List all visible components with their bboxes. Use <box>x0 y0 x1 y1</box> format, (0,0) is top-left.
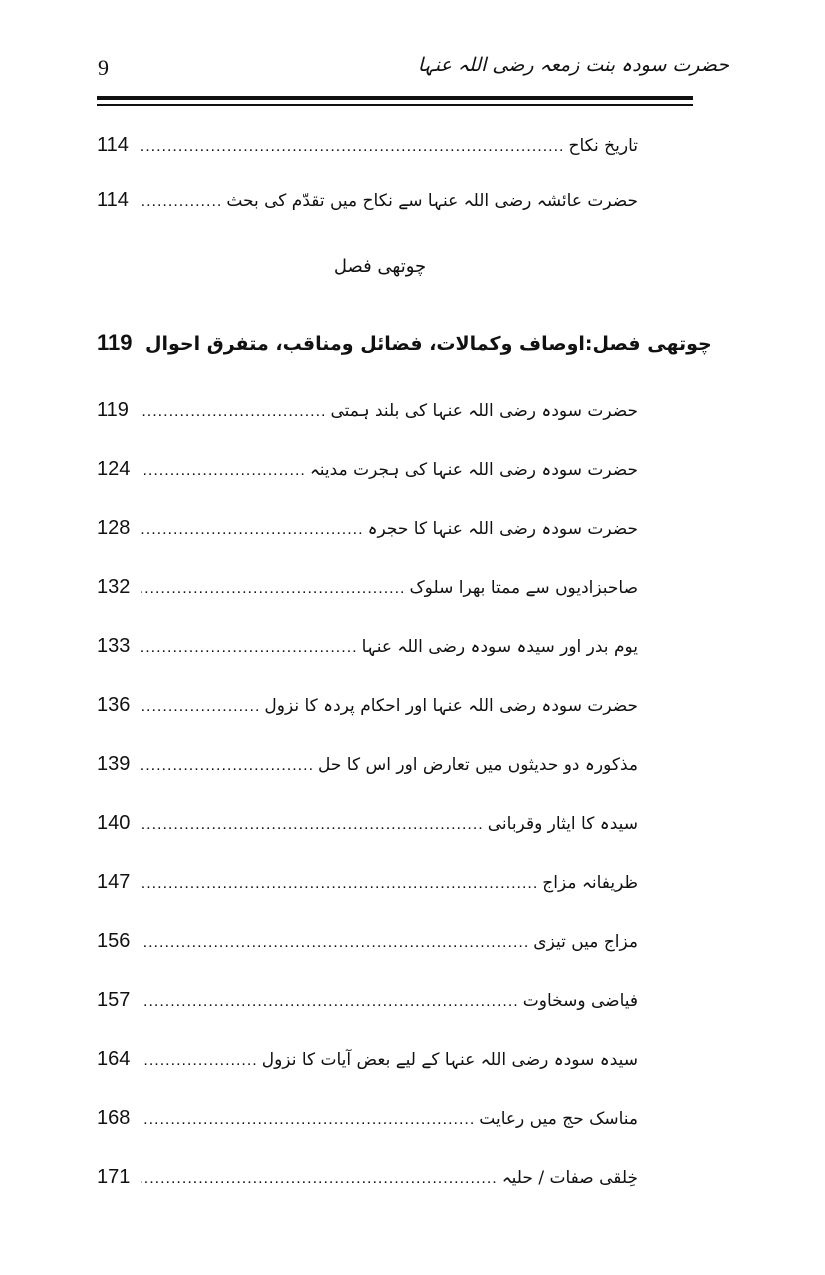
toc-entry <box>97 570 638 604</box>
toc-leader-dots <box>141 454 306 488</box>
toc-entry-title: خِلقی صفات / حلیہ <box>501 1168 638 1188</box>
toc-page-number: 132 <box>97 576 131 598</box>
toc-page-number: 119 <box>97 399 129 421</box>
toc-entry-title: مناسک حج میں رعایت <box>479 1109 638 1129</box>
toc-entry <box>97 924 638 958</box>
toc-entry-title: سیدہ کا ایثار وقربانی <box>487 814 638 834</box>
toc-page-number: 157 <box>97 989 131 1011</box>
toc-chapter-heading <box>97 326 712 360</box>
toc-page-number: 140 <box>97 812 131 834</box>
toc-page-number: 133 <box>97 635 131 657</box>
toc-leader-dots <box>141 1162 498 1196</box>
toc-leader-dots <box>141 130 564 164</box>
toc-entry-title: حضرت سودہ رضی اللہ عنہا کا حجرہ <box>367 519 638 539</box>
toc-entry-title: ظریفانہ مزاج <box>542 873 638 893</box>
toc-entry <box>97 511 638 545</box>
toc-leader-dots <box>141 631 358 665</box>
toc-entry <box>97 1160 638 1194</box>
toc-entry <box>97 688 638 722</box>
toc-entry-title: حضرت سودہ رضی اللہ عنہا کی ہجرت مدینہ <box>309 460 638 480</box>
toc-entry <box>97 183 638 217</box>
toc-leader-dots <box>141 513 364 547</box>
toc-entry <box>97 1042 638 1076</box>
toc-leader-dots <box>141 985 519 1019</box>
toc-entry-title: تاریخ نکاح <box>568 136 638 156</box>
toc-entry-title: حضرت عائشہ رضی اللہ عنہا سے نکاح میں تقدّم کی بحث <box>226 191 638 211</box>
toc-leader-dots <box>141 185 222 219</box>
toc-entry-title: یوم بدر اور سیدہ سودہ رضی اللہ عنہا <box>361 637 638 657</box>
toc-page-number: 156 <box>97 930 131 952</box>
toc-leader-dots <box>141 572 405 606</box>
toc-entry-title: حضرت سودہ رضی اللہ عنہا کی بلند ہمتی <box>330 401 638 421</box>
toc-entry-title: فیاضی وسخاوت <box>522 991 638 1011</box>
header-rule-thin <box>97 104 693 106</box>
toc-page-number: 114 <box>97 134 129 156</box>
toc-entry <box>97 806 638 840</box>
toc-entry <box>97 747 638 781</box>
toc-leader-dots <box>141 1103 475 1137</box>
running-head-title: حضرت سودہ بنت زمعہ رضی اللہ عنہا <box>417 54 729 76</box>
toc-entry <box>97 393 638 427</box>
toc-entry <box>97 629 638 663</box>
toc-leader-dots <box>141 690 260 724</box>
page-number: 9 <box>98 55 109 80</box>
toc-page-number: 119 <box>97 330 133 355</box>
toc-chapter-title: چوتھی فصل:اوصاف وکمالات، فضائل ومناقب، متفرق احوال <box>145 333 712 355</box>
toc-entry <box>97 983 638 1017</box>
toc-page-number: 164 <box>97 1048 131 1070</box>
toc-page-number: 114 <box>97 189 129 211</box>
toc-leader-dots <box>141 926 529 960</box>
toc-entry <box>97 1101 638 1135</box>
section-heading: چوتھی فصل <box>333 256 427 277</box>
toc-page-number: 168 <box>97 1107 131 1129</box>
toc-entry-title: مزاج میں تیزی <box>533 932 638 952</box>
toc-leader-dots <box>141 808 484 842</box>
toc-entry <box>97 128 638 162</box>
toc-page-number: 139 <box>97 753 131 775</box>
toc-leader-dots <box>141 749 314 783</box>
toc-leader-dots <box>141 867 538 901</box>
toc-page-number: 124 <box>97 458 131 480</box>
toc-leader-dots <box>141 1044 258 1078</box>
toc-page-number: 136 <box>97 694 131 716</box>
header-rule-thick <box>97 96 693 100</box>
toc-entry-title: صاحبزادیوں سے ممتا بھرا سلوک <box>409 578 638 598</box>
toc-entry <box>97 452 638 486</box>
toc-entry-title: حضرت سودہ رضی اللہ عنہا اور احکام پردہ کا نزول <box>264 696 638 716</box>
toc-page-number: 171 <box>97 1166 131 1188</box>
toc-entry-title: مذکورہ دو حدیثوں میں تعارض اور اس کا حل <box>318 755 638 775</box>
toc-leader-dots <box>141 395 326 429</box>
toc-page-number: 128 <box>97 517 131 539</box>
toc-entry <box>97 865 638 899</box>
toc-page-number: 147 <box>97 871 131 893</box>
toc-entry-title: سیدہ سودہ رضی اللہ عنہا کے لیے بعض آیات کا نزول <box>261 1050 638 1070</box>
